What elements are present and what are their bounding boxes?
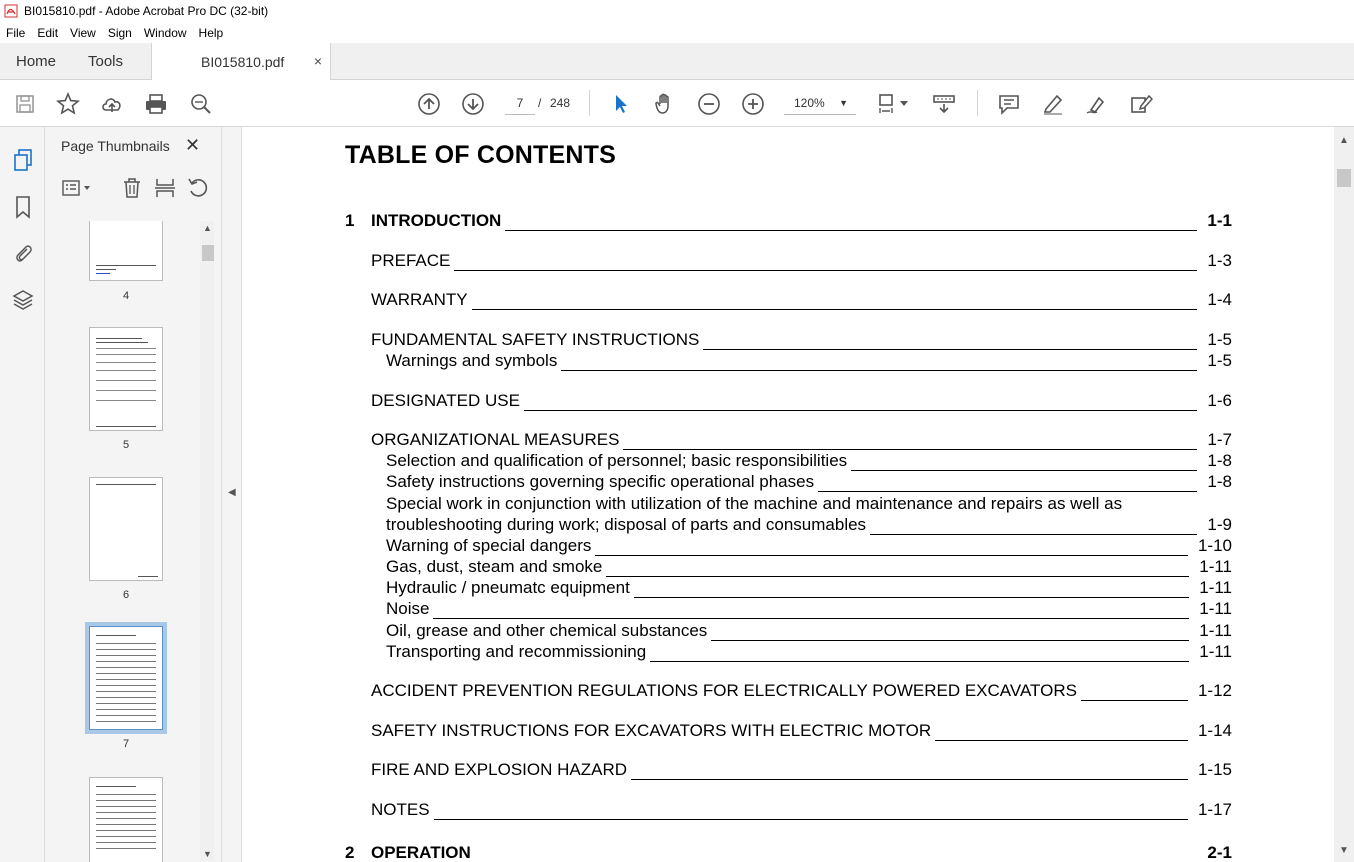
scrollbar-thumb[interactable] <box>202 245 214 261</box>
thumbnail-text-line <box>96 338 142 339</box>
toc-entry-page: 1-11 <box>1199 557 1232 576</box>
tab-home[interactable]: Home <box>16 53 57 70</box>
thumbnail-text-line <box>96 380 156 381</box>
toc-leader-line <box>505 230 1197 231</box>
thumbnail-text-line <box>96 691 156 692</box>
thumbnail-text-line <box>96 830 156 831</box>
thumbnail-text-line <box>96 667 156 668</box>
page-thumbnail[interactable] <box>89 327 163 431</box>
toc-entry[interactable] <box>345 800 1235 820</box>
thumbnail-text-line <box>96 812 156 813</box>
toc-entry-text: Safety instructions governing specific operational phases <box>386 472 815 491</box>
thumbnail-text-line <box>96 679 156 680</box>
acrobat-app-icon <box>4 4 18 18</box>
toc-entry[interactable] <box>345 211 1235 231</box>
toc-entry-number: 1 <box>345 211 355 230</box>
thumbnail-page-number: 7 <box>122 738 130 750</box>
thumbnail-text-line <box>96 824 156 825</box>
toc-leader-line <box>595 555 1188 556</box>
page-thumbnail[interactable] <box>89 221 163 281</box>
toc-entry-page: 1-12 <box>1197 681 1232 700</box>
scroll-mode-icon[interactable] <box>931 91 957 117</box>
scroll-up-icon[interactable]: ▲ <box>203 223 212 233</box>
thumbnail-text-line <box>96 273 110 274</box>
toc-entry-text: OPERATION <box>371 843 471 862</box>
thumbnail-text-line <box>96 673 156 674</box>
thumbnail-text-line <box>96 786 136 787</box>
toc-entry[interactable] <box>345 681 1235 701</box>
toc-entry-page: 1-10 <box>1197 536 1232 555</box>
thumbnail-text-line <box>96 348 156 349</box>
thumbnail-text-line <box>96 848 156 849</box>
toc-entry-page: 1-14 <box>1197 721 1232 740</box>
toc-entry-text: NOTES <box>371 800 430 819</box>
scroll-up-icon[interactable]: ▲ <box>1339 135 1349 146</box>
toolbar-divider <box>977 90 978 116</box>
thumbnail-text-line <box>96 661 156 662</box>
toc-entry[interactable] <box>345 760 1235 780</box>
toc-leader-line <box>851 470 1197 471</box>
toc-entry-page: 1-11 <box>1199 642 1232 661</box>
fill-sign-icon[interactable] <box>1128 91 1154 117</box>
toolbar-divider <box>589 90 590 116</box>
page-thumbnail[interactable] <box>89 777 163 862</box>
thumbnail-text-line <box>96 484 156 485</box>
thumbnail-text-line <box>96 709 156 710</box>
toc-leader-line <box>870 534 1197 535</box>
toc-entry[interactable] <box>345 599 1235 619</box>
thumbnail-text-line <box>96 269 116 270</box>
upload-cloud-icon[interactable] <box>99 91 125 117</box>
highlight-pen-icon[interactable] <box>1040 91 1066 117</box>
toc-entry-text: troubleshooting during work; disposal of parts and consumables <box>386 515 867 534</box>
thumbnail-text-line <box>138 576 158 577</box>
sign-pen-icon[interactable] <box>1084 91 1110 117</box>
toc-entry[interactable] <box>345 557 1235 577</box>
toc-entry-text: Selection and qualification of personnel; basic responsibilities <box>386 451 848 470</box>
toc-entry-page: 1-7 <box>1207 430 1232 449</box>
toc-leader-line <box>623 449 1197 450</box>
toc-entry[interactable] <box>345 843 1235 862</box>
thumbnail-text-line <box>96 836 156 837</box>
toc-entry-page: 2-1 <box>1207 843 1232 862</box>
toc-leader-line <box>454 270 1197 271</box>
toc-entry[interactable] <box>345 391 1235 411</box>
toc-entry[interactable] <box>345 642 1235 662</box>
title-bar <box>0 0 1354 22</box>
document-view[interactable] <box>242 127 1334 862</box>
toc-entry[interactable] <box>345 578 1235 598</box>
menu-edit[interactable]: Edit <box>37 25 59 40</box>
toc-entry-text: Gas, dust, steam and smoke <box>386 557 603 576</box>
toc-leader-line <box>711 640 1189 641</box>
toc-leader-line <box>524 410 1197 411</box>
toc-entry-text: Special work in conjunction with utilization of the machine and maintenance and repairs as well as <box>386 494 1123 513</box>
toc-entry-text: FUNDAMENTAL SAFETY INSTRUCTIONS <box>371 330 700 349</box>
panel-collapse-strip[interactable] <box>222 127 242 862</box>
menu-file[interactable]: File <box>6 25 26 40</box>
toc-entry[interactable] <box>345 351 1235 371</box>
close-tab-icon[interactable]: × <box>313 53 322 69</box>
zoom-level-dropdown[interactable] <box>784 91 856 115</box>
scroll-down-icon[interactable]: ▼ <box>203 849 212 859</box>
scroll-down-icon[interactable]: ▼ <box>1339 845 1349 856</box>
zoom-level-value: 120% <box>794 96 825 110</box>
chevron-down-icon[interactable] <box>898 91 910 117</box>
navigation-rail <box>0 127 45 862</box>
toc-leader-line <box>434 819 1188 820</box>
toc-entry[interactable] <box>345 494 1235 514</box>
select-cursor-icon[interactable] <box>608 91 634 117</box>
zoom-in-icon[interactable] <box>740 91 766 117</box>
attachments-icon[interactable] <box>10 240 36 266</box>
tab-document[interactable] <box>151 43 331 81</box>
toc-entry-text: INTRODUCTION <box>371 211 502 230</box>
toc-entry-page: 1-17 <box>1197 800 1232 819</box>
toc-entry-text: Warning of special dangers <box>386 536 592 555</box>
toc-entry-page: 1-5 <box>1207 330 1232 349</box>
close-panel-icon[interactable]: ✕ <box>185 135 201 155</box>
page-separator: / <box>538 96 542 110</box>
toc-entry-text: ACCIDENT PREVENTION REGULATIONS FOR ELECTRICALLY POWERED EXCAVATORS <box>371 681 1077 700</box>
page-title: TABLE OF CONTENTS <box>345 141 616 169</box>
bookmarks-icon[interactable] <box>10 194 36 220</box>
toc-entry[interactable] <box>345 430 1235 450</box>
toc-entry-text: Transporting and recommissioning <box>386 642 647 661</box>
toc-entry-text: PREFACE <box>371 251 451 270</box>
toc-entry-page: 1-3 <box>1207 251 1232 270</box>
toc-entry-page: 1-1 <box>1207 211 1232 230</box>
menu-view[interactable]: View <box>70 25 96 40</box>
toc-entry-page: 1-5 <box>1207 351 1232 370</box>
thumbnails-scrollbar[interactable] <box>200 221 214 861</box>
toc-entry-page: 1-11 <box>1199 599 1232 618</box>
toc-entry[interactable] <box>345 621 1235 641</box>
thumbnail-text-line <box>96 643 156 644</box>
save-icon[interactable] <box>12 91 38 117</box>
toc-entry-text: Noise <box>386 599 430 618</box>
thumbnail-text-line <box>96 354 156 355</box>
page-thumbnails-icon[interactable] <box>10 147 36 173</box>
toc-entry-text: Warnings and symbols <box>386 351 558 370</box>
thumbnail-text-line <box>96 794 156 795</box>
toc-entry-page: 1-6 <box>1207 391 1232 410</box>
thumbnail-text-line <box>96 703 156 704</box>
thumbnail-text-line <box>96 697 156 698</box>
thumbnail-page-number: 4 <box>122 290 130 302</box>
thumbnail-page-number: 5 <box>122 439 130 451</box>
print-icon[interactable] <box>143 91 169 117</box>
toc-leader-line <box>650 661 1189 662</box>
search-zoom-icon[interactable] <box>188 91 214 117</box>
layers-icon[interactable] <box>10 287 36 313</box>
toc-leader-line <box>561 370 1197 371</box>
toc-entry-page: 1-11 <box>1199 621 1232 640</box>
thumbnail-text-line <box>96 721 156 722</box>
toc-entry[interactable] <box>345 330 1235 350</box>
toc-entry[interactable] <box>345 251 1235 271</box>
page-thumbnail[interactable] <box>89 477 163 581</box>
thumbnail-text-line <box>96 685 156 686</box>
thumbnail-text-line <box>96 842 156 843</box>
thumbnail-text-line <box>96 390 156 391</box>
toc-entry-text: Hydraulic / pneumatc equipment <box>386 578 630 597</box>
toc-leader-line <box>606 576 1189 577</box>
thumbnail-text-line <box>96 635 136 636</box>
page-thumbnail-selected[interactable] <box>89 626 163 730</box>
toc-entry-page: 1-4 <box>1207 290 1232 309</box>
menu-bar <box>0 22 1354 43</box>
thumbnail-text-line <box>96 655 156 656</box>
toc-entry[interactable] <box>345 290 1235 310</box>
thumbnail-text-line <box>96 400 156 401</box>
rotate-page-icon[interactable] <box>185 175 211 201</box>
thumbnail-text-line <box>96 800 156 801</box>
toc-entry-text: ORGANIZATIONAL MEASURES <box>371 430 620 449</box>
window-title: BI015810.pdf - Adobe Acrobat Pro DC (32-bit) <box>24 4 269 18</box>
thumbnail-text-line <box>96 806 156 807</box>
toc-entry-page: 1-9 <box>1207 515 1232 534</box>
toc-leader-line <box>818 491 1197 492</box>
thumbnail-text-line <box>96 265 156 266</box>
toc-entry[interactable] <box>345 721 1235 741</box>
page-count: 248 <box>550 96 571 110</box>
previous-page-icon[interactable] <box>416 91 442 117</box>
delete-page-icon[interactable] <box>119 175 145 201</box>
page-thumbnails-panel <box>45 127 222 862</box>
panel-title: Page Thumbnails <box>61 138 170 154</box>
toc-entry-page: 1-11 <box>1199 578 1232 597</box>
thumbnail-text-line <box>96 362 156 363</box>
toc-entry-text: Oil, grease and other chemical substances <box>386 621 708 640</box>
toc-leader-line <box>472 309 1198 310</box>
toc-entry-text: WARRANTY <box>371 290 468 309</box>
thumbnail-page-number: 6 <box>122 589 130 601</box>
menu-help[interactable]: Help <box>198 25 224 40</box>
toc-leader-line <box>631 779 1188 780</box>
toc-entry-page: 1-15 <box>1197 760 1232 779</box>
page-number-input[interactable]: 7 <box>505 91 535 115</box>
toc-entry[interactable] <box>345 515 1235 535</box>
thumbnail-text-line <box>96 715 156 716</box>
toc-entry[interactable] <box>345 472 1235 492</box>
toc-entry-number: 2 <box>345 843 355 862</box>
toc-entry-text: DESIGNATED USE <box>371 391 520 410</box>
thumbnail-text-line <box>96 649 156 650</box>
menu-window[interactable]: Window <box>143 25 187 40</box>
thumbnail-text-line <box>96 426 156 427</box>
tab-bar <box>0 43 1354 80</box>
toc-entry-page: 1-8 <box>1207 472 1232 491</box>
document-scrollbar[interactable] <box>1334 127 1354 862</box>
thumbnail-text-line <box>96 370 156 371</box>
chevron-left-icon[interactable]: ◀ <box>228 487 236 498</box>
thumbnail-text-line <box>96 818 156 819</box>
toc-entry-text: FIRE AND EXPLOSION HAZARD <box>371 760 627 779</box>
hand-tool-icon[interactable] <box>652 91 678 117</box>
toc-entry-text: SAFETY INSTRUCTIONS FOR EXCAVATORS WITH ELECTRIC MOTOR <box>371 721 932 740</box>
toc-leader-line <box>1081 700 1188 701</box>
extract-page-icon[interactable] <box>152 175 178 201</box>
toc-leader-line <box>703 349 1197 350</box>
comment-icon[interactable] <box>996 91 1022 117</box>
toc-entry[interactable] <box>345 536 1235 556</box>
toc-leader-line <box>935 740 1188 741</box>
thumbnail-text-line <box>96 342 148 343</box>
zoom-out-icon[interactable] <box>696 91 722 117</box>
thumbnail-options-menu[interactable] <box>59 175 95 201</box>
bookmark-star-icon[interactable] <box>55 91 81 117</box>
toc-leader-line <box>433 618 1189 619</box>
next-page-icon[interactable] <box>460 91 486 117</box>
chevron-down-icon: ▼ <box>839 98 848 108</box>
tab-tools[interactable]: Tools <box>88 53 124 70</box>
tab-document-label: BI015810.pdf <box>201 54 285 70</box>
menu-sign[interactable]: Sign <box>107 25 132 40</box>
toc-entry-page: 1-8 <box>1207 451 1232 470</box>
toolbar <box>0 80 1354 127</box>
toc-leader-line <box>634 597 1189 598</box>
toc-entry[interactable] <box>345 451 1235 471</box>
scrollbar-thumb[interactable] <box>1337 169 1351 187</box>
